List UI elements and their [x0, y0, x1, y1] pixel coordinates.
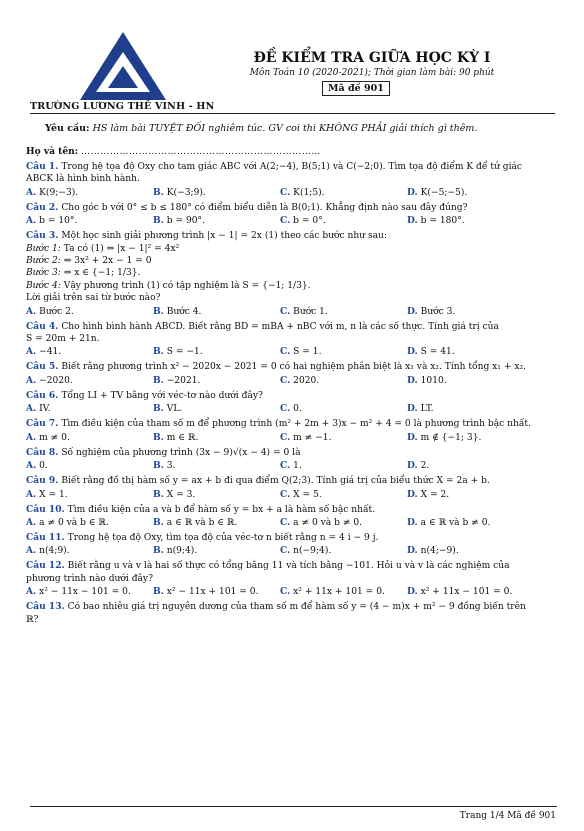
- question-number: Câu 8.: [26, 446, 59, 458]
- option-letter: C.: [280, 374, 291, 386]
- option-text: b = 0°.: [293, 216, 326, 227]
- question-number: Câu 4.: [26, 320, 59, 332]
- school-logo: [78, 30, 168, 102]
- answer-option: [153, 306, 280, 318]
- option-text: Bước 4.: [166, 306, 202, 317]
- answer-option: [280, 586, 407, 598]
- option-letter: D.: [407, 460, 418, 472]
- option-text: 1010.: [420, 375, 447, 386]
- option-letter: B.: [153, 346, 164, 358]
- question-line: Trong hệ tọa độ Oxy, tìm tọa độ của véc-tơ n biết rằng n = 4 i − 9 j.: [67, 532, 379, 543]
- answer-option: [26, 517, 153, 529]
- question-number: Câu 5.: [26, 361, 59, 373]
- question-line: Trong hệ tọa độ Oxy cho tam giác ABC với A(2;−4), B(5;1) và C(−2;0). Tìm tọa độ điểm K để tứ giác: [61, 162, 522, 172]
- question-text: [26, 390, 556, 402]
- option-text: −2021.: [166, 375, 201, 386]
- question-text: [26, 361, 556, 373]
- answer-option: [407, 306, 534, 318]
- question-text: [26, 573, 556, 585]
- question-text: [26, 418, 556, 430]
- answer-option: [280, 375, 407, 387]
- question-11: [26, 532, 556, 558]
- option-text: 2.: [420, 461, 430, 472]
- option-text: a ∈ ℝ và b ∈ ℝ.: [166, 517, 238, 528]
- option-text: m ≠ 0.: [39, 432, 70, 443]
- answer-option: [153, 403, 280, 415]
- option-text: a ∈ ℝ và b ≠ 0.: [420, 517, 491, 528]
- exam-subtitle: Môn Toán 10 (2020-2021); Thời gian làm bài: 90 phút: [249, 68, 495, 78]
- option-letter: D.: [407, 215, 418, 227]
- question-number: Câu 1.: [26, 161, 59, 172]
- option-text: m ≠ −1.: [293, 432, 332, 443]
- answer-option: [26, 187, 153, 199]
- step-text: ⇔ 3x² + 2x − 1 = 0: [63, 256, 152, 267]
- answer-option: [153, 375, 280, 387]
- question-line: ℝ?: [26, 614, 39, 625]
- question-line: Tổng LI + TV bằng với véc-tơ nào dưới đây?: [61, 390, 263, 401]
- answer-option: [407, 460, 534, 472]
- questions-container: [26, 161, 556, 626]
- option-text: X = 2.: [420, 489, 450, 500]
- option-letter: B.: [153, 305, 164, 317]
- answer-option: [26, 432, 153, 444]
- option-letter: A.: [26, 516, 37, 528]
- requirement-line: [45, 123, 477, 134]
- question-number: Câu 11.: [26, 531, 65, 543]
- solution-step: [26, 280, 556, 292]
- question-line: Một học sinh giải phương trình |x − 1| = 2x (1) theo các bước như sau:: [61, 231, 387, 242]
- question-line: Biết rằng u và v là hai số thực có tổng bằng 11 và tích bằng −101. Hỏi u và v là các nghiệm của: [67, 561, 510, 572]
- answer-options: [26, 586, 556, 598]
- question-text: [26, 230, 556, 242]
- option-text: 0.: [39, 461, 48, 472]
- solution-step: [26, 267, 556, 279]
- solution-step: [26, 243, 556, 255]
- option-text: Bước 1.: [293, 306, 328, 317]
- option-letter: D.: [407, 403, 418, 415]
- option-text: Bước 3.: [420, 306, 456, 317]
- question-line: phương trình nào dưới đây?: [26, 573, 153, 584]
- answer-option: [407, 403, 534, 415]
- option-letter: B.: [153, 374, 164, 386]
- question-3: [26, 230, 556, 318]
- answer-option: [407, 586, 534, 598]
- answer-option: [153, 432, 280, 444]
- option-text: x² − 11x − 101 = 0.: [39, 587, 131, 598]
- option-letter: C.: [280, 545, 291, 557]
- option-text: Bước 2.: [39, 306, 74, 317]
- question-9: [26, 475, 556, 501]
- question-text: [26, 321, 556, 333]
- option-text: K(1;5).: [293, 187, 325, 198]
- question-number: Câu 12.: [26, 560, 65, 572]
- option-letter: C.: [280, 460, 291, 472]
- option-letter: A.: [26, 305, 37, 317]
- option-letter: A.: [26, 186, 37, 198]
- answer-options: [26, 545, 556, 557]
- option-letter: A.: [26, 586, 37, 598]
- question-4: [26, 321, 556, 359]
- page-footer: Trang 1/4 Mã đề 901: [459, 811, 556, 821]
- step-label: Bước 3:: [26, 268, 61, 279]
- option-letter: B.: [153, 488, 164, 500]
- option-letter: D.: [407, 374, 418, 386]
- question-12: [26, 560, 556, 598]
- question-text: [26, 614, 556, 626]
- answer-option: [153, 586, 280, 598]
- option-text: x² + 11x − 101 = 0.: [420, 587, 513, 598]
- question-line: Cho hình bình hành ABCD. Biết rằng BD = mBA + nBC với m, n là các số thực. Tính giá trị của: [61, 321, 499, 332]
- question-line: Có bao nhiêu giá trị nguyên dương của tham số m để hàm số y = (4 − m)x + m² − 9 đồng biến trên: [67, 602, 526, 613]
- option-letter: A.: [26, 545, 37, 557]
- step-text: ⇔ x ∈ {−1; 1/3}.: [63, 268, 141, 279]
- option-text: IV.: [39, 404, 51, 415]
- answer-option: [407, 375, 534, 387]
- question-line: S = 20m + 21n.: [26, 334, 100, 345]
- option-letter: A.: [26, 374, 37, 386]
- answer-options: [26, 432, 556, 444]
- question-line: Biết rằng phương trình x² − 2020x − 2021 = 0 có hai nghiệm phân biệt là x₁ và x₂. Tính tổng x₁ + x₂.: [61, 362, 527, 373]
- answer-option: [280, 545, 407, 557]
- exam-code-box: Mã đề 901: [322, 81, 390, 96]
- option-letter: D.: [407, 545, 418, 557]
- option-text: X = 5.: [293, 489, 322, 500]
- header-divider: [30, 113, 555, 114]
- option-text: LT.: [420, 404, 434, 415]
- answer-option: [407, 489, 534, 501]
- answer-options: [26, 187, 556, 199]
- option-letter: D.: [407, 488, 418, 500]
- question-5: [26, 361, 556, 387]
- option-text: b = 90°.: [166, 216, 205, 227]
- answer-option: [407, 215, 534, 227]
- answer-option: [26, 489, 153, 501]
- answer-options: [26, 215, 556, 227]
- question-2: [26, 202, 556, 228]
- question-line: Tìm điều kiện của a và b để hàm số y = bx + a là hàm số bậc nhất.: [67, 504, 376, 515]
- option-text: K(9;−3).: [39, 187, 79, 198]
- requirement-text: HS làm bài TUYỆT ĐỐI nghiêm túc. GV coi thi KHÔNG PHẢI giải thích gì thêm.: [92, 123, 478, 134]
- answer-options: [26, 403, 556, 415]
- option-letter: D.: [407, 346, 418, 358]
- question-text: [26, 532, 556, 544]
- requirement-label: Yêu cầu:: [45, 123, 90, 134]
- answer-option: [26, 586, 153, 598]
- answer-option: [407, 432, 534, 444]
- option-text: K(−5;−5).: [420, 187, 468, 198]
- option-text: a ≠ 0 và b ∈ ℝ.: [39, 517, 109, 528]
- option-letter: A.: [26, 431, 37, 443]
- option-letter: A.: [26, 346, 37, 358]
- name-label: Họ và tên:: [26, 146, 79, 157]
- option-letter: C.: [280, 586, 291, 598]
- option-letter: B.: [153, 516, 164, 528]
- question-1: [26, 161, 556, 199]
- answer-options: [26, 489, 556, 501]
- answer-option: [153, 460, 280, 472]
- answer-option: [26, 545, 153, 557]
- option-letter: B.: [153, 215, 164, 227]
- question-number: Câu 2.: [26, 201, 59, 213]
- option-text: S = −1.: [166, 347, 203, 358]
- option-letter: D.: [407, 516, 418, 528]
- question-text: [26, 161, 556, 173]
- question-text: [26, 475, 556, 487]
- question-line: ABCK là hình bình hành.: [26, 174, 140, 185]
- option-text: m ∉ {−1; 3}.: [420, 432, 482, 443]
- question-number: Câu 7.: [26, 418, 59, 430]
- answer-option: [153, 517, 280, 529]
- question-text: [26, 447, 556, 459]
- answer-option: [280, 346, 407, 358]
- option-text: 0.: [293, 404, 302, 415]
- question-number: Câu 3.: [26, 230, 59, 242]
- step-text: Vậy phương trình (1) có tập nghiệm là S = {−1; 1/3}.: [63, 280, 311, 291]
- option-text: X = 1.: [39, 489, 68, 500]
- option-text: b = 10°.: [39, 216, 78, 227]
- option-letter: A.: [26, 460, 37, 472]
- question-text: [26, 333, 556, 345]
- question-8: [26, 447, 556, 473]
- answer-options: [26, 460, 556, 472]
- option-text: S = 41.: [420, 347, 455, 358]
- question-10: [26, 504, 556, 530]
- school-name: TRƯỜNG LƯƠNG THẾ VINH - HN: [30, 101, 215, 112]
- answer-option: [280, 403, 407, 415]
- answer-option: [26, 215, 153, 227]
- name-dots: …………………………………………………………………: [81, 147, 321, 157]
- answer-option: [26, 306, 153, 318]
- question-prompt: Lời giải trên sai từ bước nào?: [26, 293, 161, 304]
- answer-option: [407, 187, 534, 199]
- option-letter: C.: [280, 346, 291, 358]
- answer-option: [280, 460, 407, 472]
- question-7: [26, 418, 556, 444]
- question-text: [26, 560, 556, 572]
- option-letter: D.: [407, 305, 418, 317]
- option-letter: B.: [153, 186, 164, 198]
- option-letter: C.: [280, 516, 291, 528]
- step-label: Bước 4:: [26, 280, 61, 291]
- option-letter: C.: [280, 431, 291, 443]
- answer-option: [280, 432, 407, 444]
- question-line: Số nghiệm của phương trình (3x − 9)√(x − 4) = 0 là: [61, 447, 301, 458]
- option-letter: C.: [280, 403, 291, 415]
- option-letter: A.: [26, 488, 37, 500]
- answer-option: [153, 187, 280, 199]
- option-letter: D.: [407, 186, 418, 198]
- option-text: a ≠ 0 và b ≠ 0.: [293, 517, 363, 528]
- option-text: b = 180°.: [420, 216, 465, 227]
- option-letter: D.: [407, 586, 418, 598]
- answer-option: [280, 306, 407, 318]
- answer-option: [407, 517, 534, 529]
- option-text: m ∈ ℝ.: [166, 432, 199, 443]
- option-text: x² − 11x + 101 = 0.: [166, 587, 259, 598]
- step-text: Ta có (1) ⇒ |x − 1|² = 4x²: [63, 243, 180, 254]
- question-text: [26, 202, 556, 214]
- option-text: n(4;−9).: [420, 546, 459, 557]
- option-letter: B.: [153, 586, 164, 598]
- question-number: Câu 9.: [26, 475, 59, 487]
- option-text: −41.: [39, 347, 62, 358]
- option-letter: B.: [153, 403, 164, 415]
- option-letter: B.: [153, 431, 164, 443]
- answer-option: [26, 403, 153, 415]
- option-letter: B.: [153, 545, 164, 557]
- question-number: Câu 13.: [26, 601, 65, 613]
- answer-option: [26, 346, 153, 358]
- option-letter: A.: [26, 403, 37, 415]
- question-text: [26, 601, 556, 613]
- option-text: n(4;9).: [39, 546, 70, 557]
- option-text: K(−3;9).: [166, 187, 206, 198]
- answer-option: [280, 187, 407, 199]
- answer-options: [26, 346, 556, 358]
- question-13: [26, 601, 556, 626]
- footer-divider: [30, 806, 557, 807]
- option-letter: C.: [280, 305, 291, 317]
- option-letter: C.: [280, 488, 291, 500]
- answer-options: [26, 306, 556, 318]
- answer-option: [153, 346, 280, 358]
- question-line: Cho góc b với 0° ≤ b ≤ 180° có điểm biểu diễn là B(0;1). Khẳng định nào sau đây đúng?: [61, 202, 468, 213]
- step-label: Bước 2:: [26, 256, 61, 267]
- option-text: x² + 11x + 101 = 0.: [293, 587, 385, 598]
- option-text: n(9;4).: [166, 546, 198, 557]
- option-text: n(−9;4).: [293, 546, 332, 557]
- option-text: 1.: [293, 461, 302, 472]
- answer-option: [26, 375, 153, 387]
- option-letter: C.: [280, 215, 291, 227]
- question-text: [26, 173, 556, 185]
- option-text: 2020.: [293, 375, 320, 386]
- name-line: [26, 146, 556, 158]
- answer-option: [26, 460, 153, 472]
- option-letter: C.: [280, 186, 291, 198]
- option-letter: B.: [153, 460, 164, 472]
- answer-option: [153, 489, 280, 501]
- answer-option: [280, 517, 407, 529]
- question-number: Câu 10.: [26, 503, 65, 515]
- solution-step: [26, 255, 556, 267]
- answer-option: [407, 545, 534, 557]
- exam-title: ĐỀ KIỂM TRA GIỮA HỌC KỲ I: [253, 50, 491, 66]
- option-text: X = 3.: [166, 489, 196, 500]
- question-text: [26, 504, 556, 516]
- option-letter: A.: [26, 215, 37, 227]
- answer-option: [153, 545, 280, 557]
- option-text: −2020.: [39, 375, 73, 386]
- answer-option: [407, 346, 534, 358]
- question-line: Tìm điều kiện của tham số m để phương trình (m² + 2m + 3)x − m² + 4 = 0 là phương trình bậc nhất.: [61, 419, 531, 430]
- question-number: Câu 6.: [26, 389, 59, 401]
- step-label: Bước 1:: [26, 243, 61, 254]
- option-letter: D.: [407, 431, 418, 443]
- option-text: VL.: [166, 404, 183, 415]
- question-line: Biết rằng đồ thị hàm số y = ax + b đi qua điểm Q(2;3). Tính giá trị của biểu thức X = 2a + b.: [61, 476, 490, 487]
- answer-options: [26, 375, 556, 387]
- answer-options: [26, 517, 556, 529]
- answer-option: [280, 489, 407, 501]
- question-list: [26, 146, 556, 626]
- option-text: S = 1.: [293, 347, 322, 358]
- option-text: 3.: [166, 461, 176, 472]
- question-6: [26, 390, 556, 416]
- answer-option: [153, 215, 280, 227]
- answer-option: [280, 215, 407, 227]
